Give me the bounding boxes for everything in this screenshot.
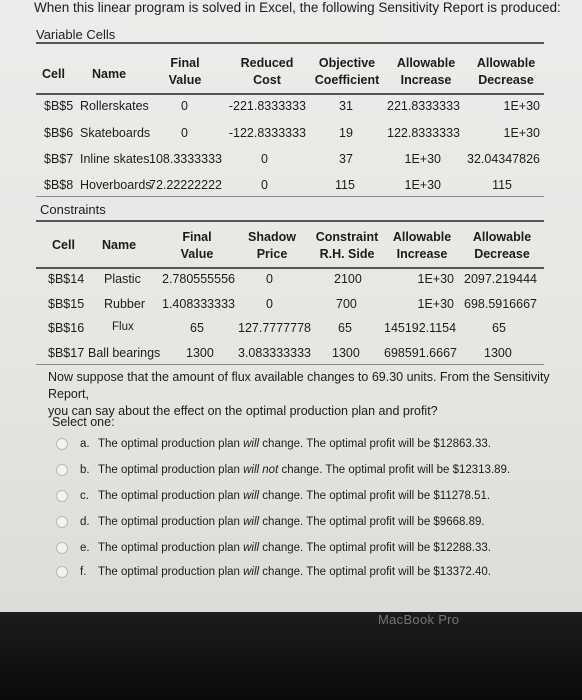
con-allowable-increase: 1E+30 (417, 272, 454, 286)
var-allowable-increase: 221.8333333 (387, 99, 460, 113)
con-allowable-increase: 698591.6667 (384, 346, 457, 360)
con-name: Plastic (104, 272, 141, 286)
var-allowable-decrease: 115 (492, 178, 512, 192)
var-reduced-cost: -221.8333333 (228, 99, 306, 113)
var-cell-ref: $B$7 (44, 152, 74, 166)
con-cell-ref: $B$17 (48, 346, 85, 360)
con-rhs: 2100 (334, 272, 362, 286)
con-header-cell: Cell (52, 238, 75, 252)
con-shadow-price: 127.7777778 (238, 321, 311, 335)
answer-option-e[interactable]: e. The optimal production plan will change. The optimal profit will be $12288.33. (56, 542, 491, 554)
var-reduced-cost: 0 (261, 152, 268, 166)
con-final-value: 2.780555556 (162, 272, 235, 286)
con-allowable-decrease: 2097.219444 (464, 272, 537, 286)
var-cell-ref: $B$6 (44, 126, 74, 140)
var-name: Hoverboards (80, 178, 152, 192)
con-shadow-price: 0 (266, 272, 273, 286)
var-cell-ref: $B$8 (44, 178, 74, 192)
answer-option-f[interactable]: f. The optimal production plan will change. The optimal profit will be $13372.40. (56, 566, 491, 578)
con-allowable-increase: 1E+30 (417, 297, 454, 311)
var-header-rule (36, 93, 544, 95)
var-reduced-cost: -122.8333333 (228, 126, 306, 140)
con-rhs: 65 (338, 321, 352, 335)
var-final-value: 0 (181, 99, 188, 113)
var-allowable-increase: 1E+30 (404, 152, 441, 166)
var-objective-coefficient: 19 (339, 126, 353, 140)
answer-option-a[interactable]: a. The optimal production plan will change. The optimal profit will be $12863.33. (56, 438, 491, 450)
con-bottom-rule (36, 364, 544, 365)
constraints-top-rule (36, 220, 544, 222)
variable-cells-heading: Variable Cells (36, 27, 116, 42)
var-header-allowable-decrease: Allowable Decrease (476, 56, 536, 87)
var-bottom-rule (36, 196, 544, 197)
laptop-bezel (0, 612, 582, 700)
con-header-constraint-rhs: Constraint R.H. Side (315, 230, 379, 261)
var-header-name: Name (92, 67, 127, 81)
var-final-value: 0 (181, 126, 188, 140)
var-final-value: 72.22222222 (149, 178, 222, 192)
var-name: Skateboards (80, 126, 151, 140)
var-cell-ref: $B$5 (44, 99, 74, 113)
con-final-value: 65 (190, 321, 204, 335)
con-rhs: 700 (336, 297, 357, 311)
var-allowable-decrease: 32.04347826 (467, 152, 540, 166)
con-header-rule (36, 267, 544, 269)
con-name: Rubber (104, 297, 145, 311)
con-cell-ref: $B$14 (48, 272, 85, 286)
con-header-name: Name (102, 238, 137, 252)
radio-button-c[interactable] (56, 490, 68, 502)
con-cell-ref: $B$16 (48, 321, 85, 335)
var-allowable-decrease: 1E+30 (503, 99, 540, 113)
con-name: Ball bearings (88, 346, 161, 360)
con-allowable-increase: 145192.1154 (384, 321, 457, 335)
radio-button-d[interactable] (56, 516, 68, 528)
con-shadow-price: 0 (266, 297, 273, 311)
var-reduced-cost: 0 (261, 178, 268, 192)
table-top-rule (36, 42, 544, 44)
var-objective-coefficient: 31 (339, 99, 353, 113)
con-allowable-decrease: 65 (492, 321, 506, 335)
con-cell-ref: $B$15 (48, 297, 85, 311)
con-header-allowable-increase: Allowable Increase (392, 230, 452, 261)
con-final-value: 1300 (186, 346, 214, 360)
var-header-cell: Cell (42, 67, 65, 81)
con-final-value: 1.408333333 (162, 297, 235, 311)
radio-button-a[interactable] (56, 438, 68, 450)
con-header-allowable-decrease: Allowable Decrease (472, 230, 532, 261)
con-allowable-decrease: 698.5916667 (464, 297, 537, 311)
intro-text: When this linear program is solved in Excel, the following Sensitivity Report is produced: (34, 0, 561, 15)
con-shadow-price: 3.083333333 (238, 346, 311, 360)
radio-button-b[interactable] (56, 464, 68, 476)
con-name: Flux (112, 321, 134, 333)
var-name: Inline skates (80, 152, 150, 166)
radio-button-f[interactable] (56, 566, 68, 578)
var-final-value: 108.3333333 (149, 152, 222, 166)
answer-option-b[interactable]: b. The optimal production plan will not change. The optimal profit will be $12313.89. (56, 464, 510, 476)
answer-option-c[interactable]: c. The optimal production plan will change. The optimal profit will be $11278.51. (56, 490, 490, 502)
var-header-allowable-increase: Allowable Increase (396, 56, 456, 87)
var-allowable-decrease: 1E+30 (503, 126, 540, 140)
device-brand-label: MacBook Pro (378, 612, 460, 627)
con-rhs: 1300 (332, 346, 360, 360)
constraints-heading: Constraints (40, 202, 106, 217)
var-header-final-value: Final Value (168, 56, 202, 87)
var-header-objective-coefficient: Objective Coefficient (314, 56, 380, 87)
var-objective-coefficient: 37 (339, 152, 353, 166)
var-header-reduced-cost: Reduced Cost (240, 56, 294, 87)
var-objective-coefficient: 115 (335, 178, 355, 192)
answer-option-d[interactable]: d. The optimal production plan will change. The optimal profit will be $9668.89. (56, 516, 485, 528)
var-allowable-increase: 122.8333333 (387, 126, 460, 140)
var-name: Rollerskates (80, 99, 149, 113)
con-allowable-decrease: 1300 (484, 346, 512, 360)
radio-button-e[interactable] (56, 542, 68, 554)
con-header-final-value: Final Value (180, 230, 214, 261)
question-text: Now suppose that the amount of flux available changes to 69.30 units. From the Sensitivity Report, you can say about the effect on the optimal production plan and profit? (48, 370, 550, 418)
con-header-shadow-price: Shadow Price (248, 230, 296, 261)
select-one-label: Select one: (52, 415, 115, 429)
var-allowable-increase: 1E+30 (404, 178, 441, 192)
